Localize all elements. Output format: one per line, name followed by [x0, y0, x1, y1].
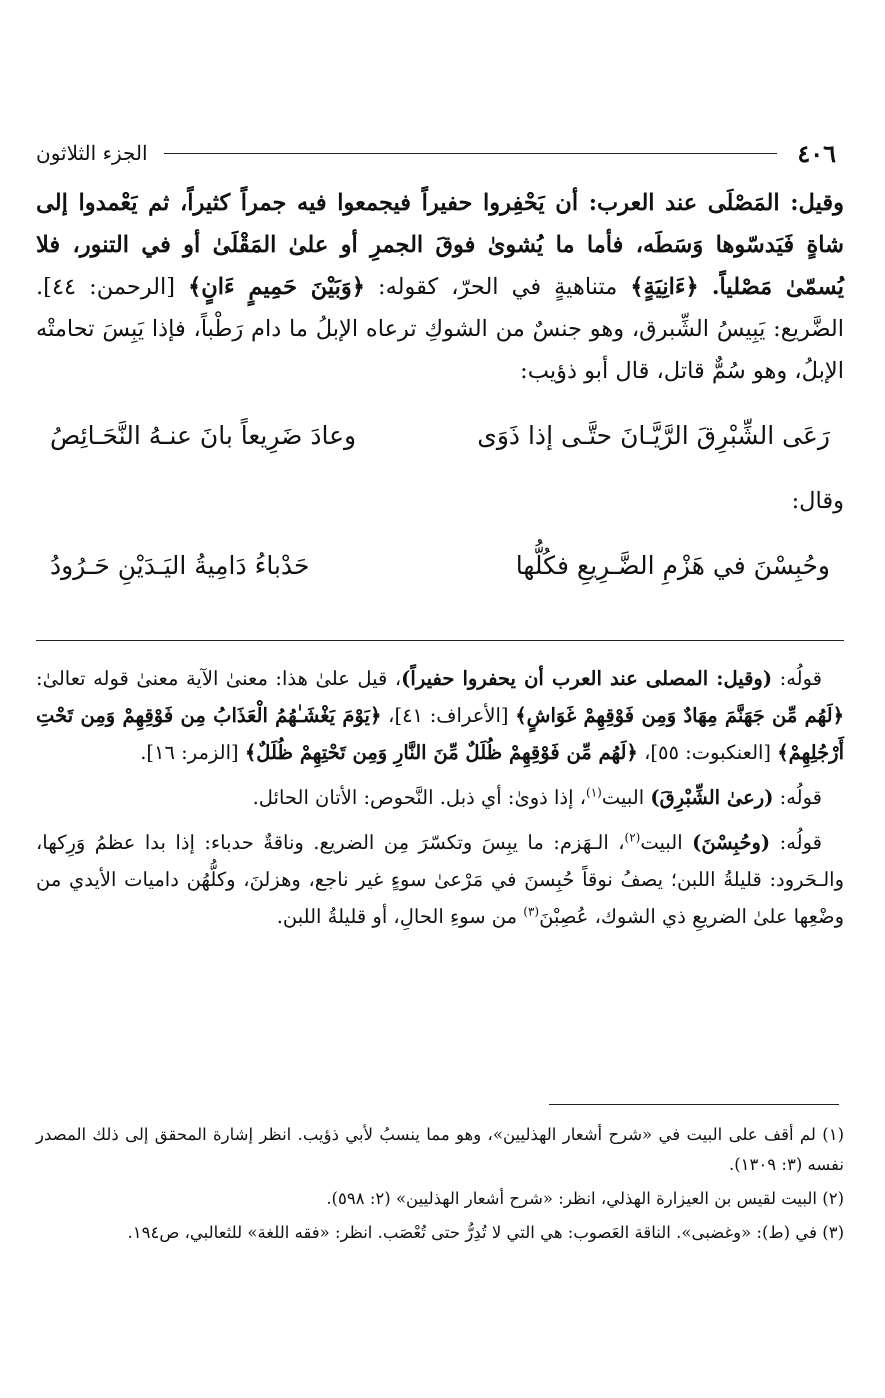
main-paragraph-tail: الضَّريع: يَبِيسُ الشِّبرق، وهو جنسٌ من الشوكِ ترعاه الإبلُ ما دام رَطْباً، فإذا يَبِسَ تحامتْه الإبلُ، وهو سُمٌّ قاتل، قال أبو ذؤيب:	[36, 316, 844, 384]
quran-reference: [العنكبوت: ٥٥]،	[644, 741, 772, 764]
commentary-text: ، قيل علىٰ هذا: معنىٰ الآية معنىٰ قوله تعالىٰ:	[36, 667, 402, 690]
commentary-paragraph-3	[36, 824, 844, 935]
commentary-text: ، إذا ذوىٰ: أي ذبل. النَّحوص: الأتان الحائل.	[252, 786, 587, 809]
commentary-quote: (وحُبِسْنَ)	[692, 831, 771, 854]
verse-2-second-hemistich: حَدْباءُ دَامِيةُ اليَـدَيْنِ حَـرُودُ	[50, 551, 310, 580]
quran-word: ﴿ءَانِيَةٍ﴾	[630, 274, 699, 300]
footnote-item: (١) لم أقف على البيت في «شرح أشعار الهذليين»، وهو مما ينسبُ لأبي ذؤيب. انظر إشارة المحقق إلى ذلك المصدر نفسه (٣: ١٣٠٩).	[36, 1125, 844, 1174]
commentary-text: ، الـهَزم: ما يبِسَ وتكسّرَ مِن الضريع. وناقةٌ حدباء: إذا بدا عظمُ وَرِكها، والـحَرود: قليلةُ اللبن؛ يصفُ نوقاً حُبِسنَ في مَرْعىٰ سوءٍ غير ناجع، وهزلنَ، وكلُّهُن داميات الأيدي من وضْعِها علىٰ الضريعِ ذي الشوك، عُصِبْنَ	[36, 831, 844, 928]
commentary-quote: (رعىٰ الشِّبْرِقَ)	[650, 786, 774, 809]
commentary-label: قولُه:	[779, 786, 822, 809]
footnote-item: (٣) في (ط): «وغضبى». الناقة العَصوب: هي التي لا تُدِرُّ حتى تُعْصَب. انظر: «فقه اللغة» للثعالبي، ص١٩٤.	[127, 1223, 844, 1242]
commentary-label: قولُه:	[779, 667, 822, 690]
main-paragraph-lead: وقيل: المَصْلَى عند العرب: أن يَحْفِروا حفيراً فيجمعوا فيه جمراً كثيراً، ثم يَعْمدوا إلى شاةٍ فَيَدسّوها وَسَطَه، فأما ما يُشوىٰ فوقَ الجمرِ أو علىٰ المَقْلَىٰ أو في التنور، فلا يُسمّىٰ مَصْلياً.	[36, 190, 845, 300]
quran-reference: [الأعراف: ٤١]،	[388, 704, 509, 727]
footnote-marker[interactable]: (٢)	[624, 830, 641, 845]
main-paragraph-mid: متناهيةٍ في الحرّ، كقوله:	[378, 274, 618, 300]
poem-verse-2	[50, 540, 830, 592]
commentary-quote: (وقيل: المصلى عند العرب أن يحفروا حفيراً)	[401, 667, 773, 690]
page-header	[36, 133, 836, 173]
footnote-marker[interactable]: (٣)	[523, 904, 540, 919]
commentary-section	[36, 660, 844, 943]
quran-verse: ﴿وَبَيْنَ حَمِيمٍ ءَانٍ﴾	[188, 274, 365, 300]
commentary-label: قولُه:	[779, 831, 822, 854]
running-title: الجزء الثلاثون	[36, 141, 148, 165]
quran-verse: ﴿لَهُم مِّن فَوْقِهِمْ ظُلَلٌ مِّنَ النَّارِ وَمِن تَحْتِهِمْ ظُلَلٌ﴾	[244, 741, 638, 764]
quran-reference: [الرحمن: ٤٤].	[36, 274, 176, 300]
verse-2-first-hemistich: وحُبِسْنَ في هَزْمِ الضَّـرِيعِ فكُلُّها	[515, 551, 830, 580]
footnote-item: (٢) البيت لقيس بن العيزارة الهذلي، انظر: «شرح أشعار الهذليين» (٢: ٥٩٨).	[326, 1189, 844, 1208]
footnote-marker[interactable]: (١)	[586, 785, 602, 800]
commentary-paragraph-1	[36, 660, 844, 771]
main-text	[36, 182, 844, 610]
verse-1-first-hemistich: رَعَى الشِّبْرِقَ الرَّيَّـانَ حتَّـى إذا ذَوَى	[477, 421, 830, 450]
verse-1-second-hemistich: وعادَ ضَرِيعاً بانَ عنـهُ النَّحَـائِصُ	[50, 421, 357, 450]
header-rule	[164, 153, 778, 154]
waqal-line: وقال:	[791, 488, 844, 514]
main-paragraph	[36, 182, 844, 392]
quran-verse: ﴿لَهُم مِّن جَهَنَّمَ مِهَادٌ وَمِن فَوْقِهِمْ غَوَاشٍ﴾	[515, 704, 844, 727]
footnotes	[36, 1120, 844, 1252]
commentary-text: البيت	[601, 786, 645, 809]
page-number: ٤٠٦	[797, 138, 836, 168]
commentary-paragraph-2	[36, 779, 844, 816]
commentary-text: البيت	[640, 831, 683, 854]
footnote-rule	[549, 1104, 839, 1105]
quran-reference: [الزمر: ١٦].	[140, 741, 239, 764]
commentary-text: من سوءِ الحالِ، أو قليلةُ اللبن.	[276, 905, 518, 928]
quran-verse: ﴿يَوْمَ يَغْشَـٰهُمُ الْعَذَابُ مِن فَوْقِهِمْ وَمِن تَحْتِ أَرْجُلِهِمْ﴾	[36, 704, 844, 764]
commentary-divider	[36, 640, 844, 641]
poem-verse-1	[50, 410, 830, 462]
